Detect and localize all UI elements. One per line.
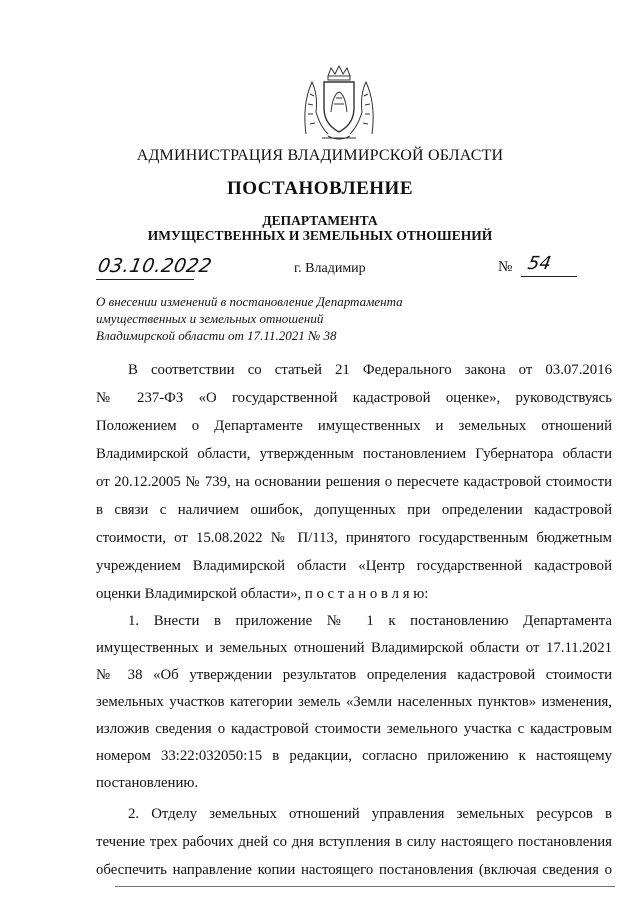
subject-line: Владимирской области от 17.11.2021 № 38 [96, 328, 337, 343]
body-line: Владимирской области, утвержденным постановлением Губернатора области [96, 446, 612, 462]
handwritten-date: 03.10.2022 [96, 255, 214, 277]
number-underline [521, 276, 577, 277]
body-line: обеспечить направление копии настоящего постановления (включая сведения о [96, 862, 612, 878]
document-subject [96, 293, 426, 344]
city-label: г. Владимир [294, 261, 366, 276]
subject-line: О внесении изменений в постановление Департамента [96, 294, 403, 309]
body-line: от 20.12.2005 № 739, на основании решения о пересчете кадастровой стоимости [96, 474, 612, 490]
body-line: номером 33:22:032050:15 в редакции, согласно приложению к настоящему [96, 748, 612, 764]
subject-line: имущественных и земельных отношений [96, 311, 324, 326]
department-heading-line1: ДЕПАРТАМЕНТА [262, 213, 378, 228]
date-underline [96, 279, 194, 280]
number-label: № [498, 259, 513, 275]
organization-heading: АДМИНИСТРАЦИЯ ВЛАДИМИРСКОЙ ОБЛАСТИ [136, 147, 504, 164]
body-line: стоимости, от 15.08.2022 № П/113, принятого государственным бюджетным [96, 530, 612, 546]
body-line: земельных участков категории земель «Земли населенных пунктов» изменения, [96, 694, 612, 710]
body-line: 2. Отделу земельных отношений управления земельных ресурсов в [128, 806, 612, 822]
body-line: В соответствии со статьей 21 Федерального закона от 03.07.2016 [128, 362, 612, 378]
body-line: № 237-ФЗ «О государственной кадастровой оценке», руководствуясь [96, 390, 612, 406]
body-line: постановлению. [96, 775, 199, 791]
body-line: № 38 «Об утверждении результатов определения кадастровой стоимости [96, 667, 612, 683]
page-bottom-rule [115, 886, 615, 887]
coat-of-arms-emblem [298, 64, 380, 146]
body-line: Положением о Департаменте имущественных и земельных отношений [96, 418, 612, 434]
body-line: изложив сведения о кадастровой стоимости земельного участка с кадастровым [96, 721, 612, 737]
body-line: оценки Владимирской области», п о с т а н о в л я ю: [96, 586, 429, 602]
body-line: течение трех рабочих дней со дня вступления в силу настоящего постановления [96, 834, 612, 850]
handwritten-number: 54 [526, 253, 553, 274]
body-line: в связи с наличием ошибок, допущенных при определении кадастровой [96, 502, 612, 518]
document-type-heading: ПОСТАНОВЛЕНИЕ [226, 178, 414, 199]
body-line: имущественных и земельных отношений Владимирской области от 17.11.2021 [96, 640, 612, 656]
body-line: 1. Внести в приложение № 1 к постановлению Департамента [128, 613, 612, 629]
department-heading-line2: ИМУЩЕСТВЕННЫХ И ЗЕМЕЛЬНЫХ ОТНОШЕНИЙ [147, 228, 493, 243]
body-line: учреждением Владимирской области «Центр государственной кадастровой [96, 558, 612, 574]
